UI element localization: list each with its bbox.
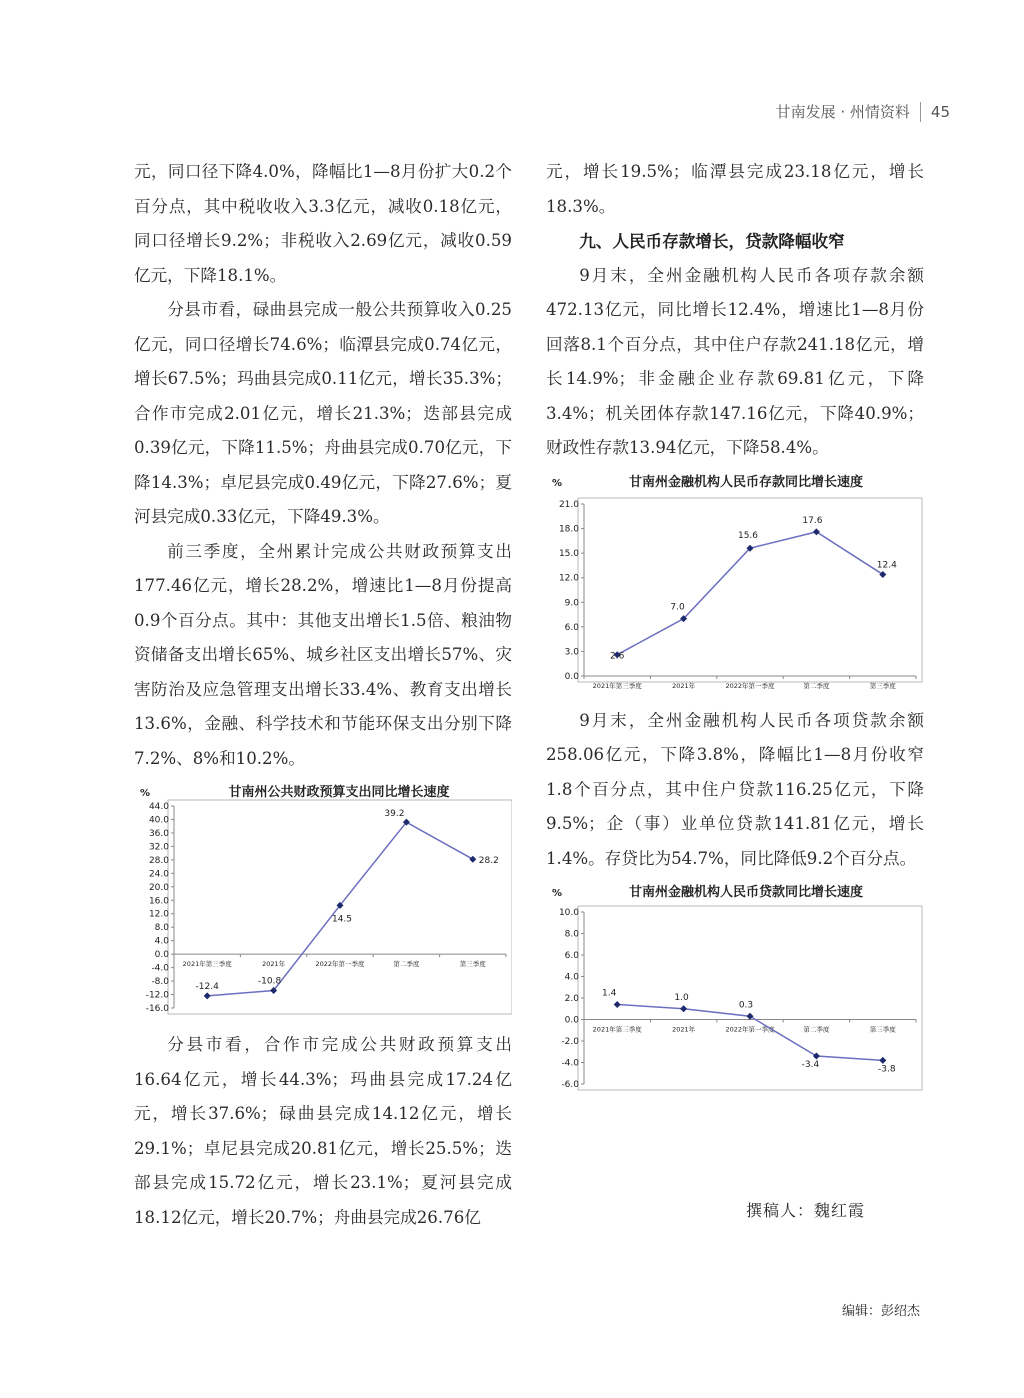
chart-loan-svg	[546, 882, 924, 1096]
y-tick-label: 0.0	[564, 1015, 579, 1026]
paragraph-county-expenditure: 分县市看，合作市完成公共财政预算支出16.64亿元，增长44.3%；玛曲县完成17.24亿元，增长37.6%；碌曲县完成14.12亿元，增长29.1%；卓尼县完成20.81亿元，增长25.5%；迭部县完成15.72亿元，增长23.1%；夏河县完成18.12亿元，增长20.7%；舟曲县完成26.76亿	[134, 1035, 512, 1227]
data-point-marker	[614, 1001, 621, 1008]
chart-deposit-growth	[546, 472, 924, 696]
paragraph-revenue-continued: 元，同口径下降4.0%，降幅比1—8月份扩大0.2个百分点，其中税收收入3.3亿元，减收0.18亿元，同口径增长9.2%；非税收入2.69亿元，减收0.59亿元，下降18.1%。	[134, 162, 512, 285]
x-category-label: 第二季度	[803, 1025, 830, 1034]
x-category-label: 第三季度	[869, 681, 896, 690]
x-category-label: 第三季度	[459, 960, 486, 969]
y-tick-label: 9.0	[564, 597, 579, 608]
section-heading-deposits: 九、人民币存款增长，贷款降幅收窄	[579, 231, 845, 251]
paragraph-expenditure: 前三季度，全州累计完成公共财政预算支出177.46亿元，增长28.2%，增速比1—8月份提高0.9个百分点。其中：其他支出增长1.5倍、粮油物资储备支出增长65%、城乡社区支出增长57%、灾害防治及应急管理支出增长33.4%、教育支出增长13.6%，金融、科学技术和节能环保支出分别下降7.2%、8%和10.2%。	[134, 541, 512, 768]
x-category-label: 2021年	[672, 1025, 696, 1034]
paragraph-expenditure-continued: 元，增长19.5%；临潭县完成23.18亿元，增长18.3%。	[546, 162, 924, 216]
data-label: -12.4	[195, 981, 219, 992]
y-tick-label: -16.0	[145, 1004, 169, 1014]
x-category-label: 2022年第一季度	[725, 681, 775, 690]
y-tick-label: 6.0	[564, 951, 579, 961]
data-label: 28.2	[478, 856, 499, 867]
y-tick-label: 0.0	[564, 671, 579, 682]
y-tick-label: 10.0	[558, 908, 579, 918]
y-tick-label: 40.0	[148, 815, 169, 826]
x-category-label: 第二季度	[803, 681, 830, 690]
right-column	[546, 155, 924, 1104]
x-category-label: 2021年第三季度	[592, 1025, 642, 1034]
y-tick-label: 32.0	[148, 842, 169, 853]
y-tick-label: 16.0	[148, 896, 169, 907]
y-tick-label: 21.0	[558, 499, 579, 510]
data-label: 7.0	[670, 602, 685, 613]
y-tick-label: 28.0	[148, 855, 169, 866]
y-tick-label: -8.0	[151, 977, 169, 988]
author-credit: 撰稿人：魏红霞	[746, 1201, 866, 1220]
y-tick-label: 6.0	[564, 622, 579, 633]
x-category-label: 2022年第一季度	[725, 1025, 775, 1034]
y-tick-label: -4.0	[151, 963, 169, 974]
plot-area-border	[578, 498, 922, 682]
y-tick-label: 18.0	[558, 524, 579, 535]
x-category-label: 2021年第三季度	[182, 960, 232, 969]
x-category-label: 第三季度	[869, 1025, 896, 1034]
chart-expenditure-growth	[134, 782, 512, 1020]
y-tick-label: 12.0	[558, 573, 579, 584]
y-tick-label: 8.0	[564, 929, 579, 940]
data-label: 15.6	[737, 530, 759, 541]
data-label: 14.5	[331, 914, 353, 925]
chart-unit-label: %	[552, 477, 563, 489]
chart-title: 甘南州公共财政预算支出同比增长速度	[228, 785, 450, 800]
data-label: 39.2	[384, 809, 405, 820]
y-tick-label: -6.0	[561, 1080, 579, 1090]
data-label: 12.4	[876, 559, 897, 570]
x-category-label: 第二季度	[393, 960, 420, 969]
editor-credit: 编辑：彭绍杰	[842, 1304, 921, 1319]
chart-deposit-svg	[546, 472, 924, 696]
y-tick-label: 24.0	[148, 869, 169, 880]
data-point-marker	[813, 1053, 820, 1060]
data-point-marker	[469, 856, 476, 863]
data-point-marker	[680, 1005, 687, 1012]
y-tick-label: -2.0	[561, 1037, 579, 1047]
y-tick-label: 4.0	[154, 936, 169, 947]
data-point-marker	[879, 1057, 886, 1064]
data-label: 1.0	[674, 992, 689, 1003]
x-category-label: 2021年	[262, 960, 286, 969]
y-tick-label: 3.0	[564, 646, 579, 657]
header-divider	[920, 102, 921, 122]
y-tick-label: 15.0	[558, 548, 579, 559]
data-point-marker	[747, 1013, 754, 1020]
y-tick-label: 2.0	[564, 994, 579, 1004]
y-tick-label: 12.0	[148, 909, 169, 920]
y-tick-label: 20.0	[148, 882, 169, 893]
x-category-label: 2022年第一季度	[315, 960, 365, 969]
chart-title: 甘南州金融机构人民币贷款同比增长速度	[628, 885, 864, 900]
chart-expenditure-svg	[134, 782, 512, 1020]
y-tick-label: 36.0	[148, 828, 169, 839]
series-line	[207, 822, 473, 996]
data-label: -10.8	[257, 976, 282, 987]
x-category-label: 2021年	[672, 681, 696, 690]
y-tick-label: 44.0	[148, 802, 169, 812]
data-label: -3.4	[801, 1060, 820, 1071]
y-tick-label: 8.0	[154, 923, 169, 934]
data-label: -3.8	[878, 1064, 896, 1075]
left-column	[134, 155, 512, 1235]
y-tick-label: -4.0	[561, 1058, 579, 1069]
chart-title: 甘南州金融机构人民币存款同比增长速度	[628, 474, 864, 490]
data-label: 17.6	[802, 515, 823, 526]
paragraph-deposits: 9月末，全州金融机构人民币各项存款余额472.13亿元，同比增长12.4%，增速比1—8月份回落8.1个百分点，其中住户存款241.18亿元，增长14.9%；非金融企业存款69.81亿元，下降3.4%；机关团体存款147.16亿元，下降40.9%；财政性存款13.94亿元，下降58.4%。	[546, 265, 924, 457]
running-header	[776, 101, 950, 122]
data-point-marker	[204, 992, 211, 999]
running-header-title: 甘南发展 · 州情资料	[775, 103, 910, 121]
data-label: 0.3	[738, 1000, 754, 1011]
paragraph-loans: 9月末，全州金融机构人民币各项贷款余额258.06亿元，下降3.8%，降幅比1—8月份收窄1.8个百分点，其中住户贷款116.25亿元，下降9.5%；企（事）业单位贷款141.81亿元，增长1.4%。存贷比为54.7%，同比降低9.2个百分点。	[546, 710, 924, 868]
plot-area-border	[578, 906, 922, 1090]
y-tick-label: 4.0	[564, 972, 579, 983]
paragraph-county-revenue: 分县市看，碌曲县完成一般公共预算收入0.25亿元，同口径增长74.6%；临潭县完成0.74亿元，增长67.5%；玛曲县完成0.11亿元，增长35.3%；合作市完成2.01亿元，增长21.3%；迭部县完成0.39亿元，下降11.5%；舟曲县完成0.70亿元，下降14.3%；卓尼县完成0.49亿元，下降27.6%；夏河县完成0.33亿元，下降49.3%。	[134, 300, 512, 526]
page-number: 45	[930, 102, 950, 121]
y-tick-label: -12.0	[145, 990, 169, 1001]
chart-unit-label: %	[552, 888, 563, 899]
chart-loan-growth	[546, 882, 924, 1096]
y-tick-label: 0.0	[154, 950, 169, 961]
data-label: 2.6	[610, 651, 625, 662]
data-label: 1.4	[602, 988, 617, 999]
chart-unit-label: %	[140, 788, 151, 799]
x-category-label: 2021年第三季度	[592, 681, 642, 690]
